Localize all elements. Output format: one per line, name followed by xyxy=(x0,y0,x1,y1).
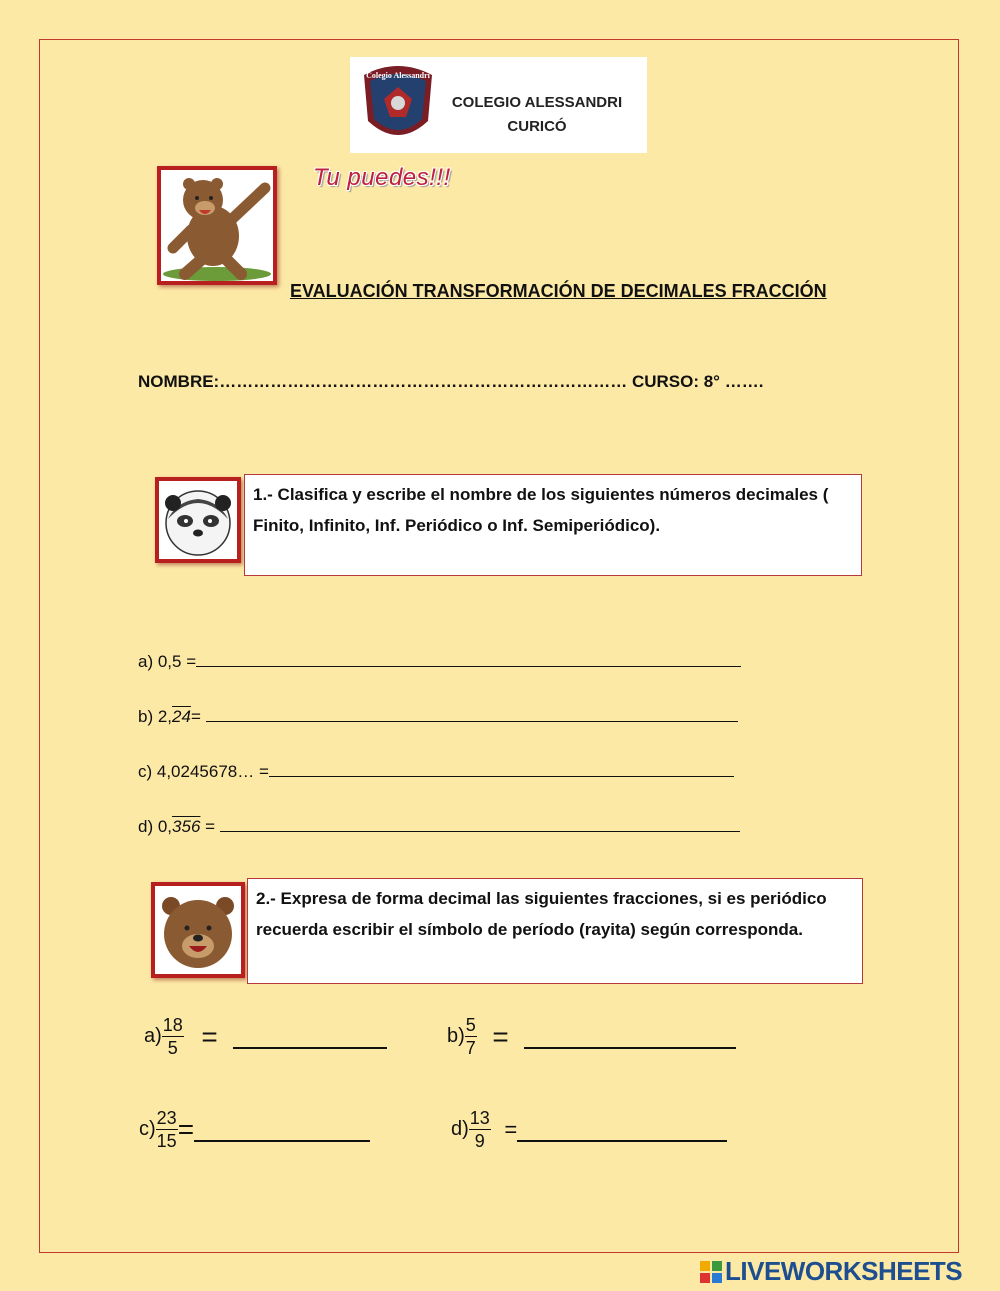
answer-line[interactable] xyxy=(517,1118,727,1142)
answer-line[interactable] xyxy=(194,1118,370,1142)
equals-sign: = xyxy=(504,1116,518,1142)
q1-item-a-label: a) 0,5 = xyxy=(138,652,197,671)
fraction xyxy=(465,1014,477,1059)
school-crest-icon xyxy=(358,61,438,149)
q2-item-d-label: d) xyxy=(451,1118,469,1140)
answer-line[interactable] xyxy=(196,652,741,667)
q1-item-c xyxy=(138,762,734,782)
q2-item-d xyxy=(451,1107,727,1152)
numerator: 23 xyxy=(156,1108,177,1128)
fraction xyxy=(469,1107,491,1152)
school-name xyxy=(442,91,632,139)
question-1-instructions: 1.- Clasifica y escribe el nombre de los siguientes números decimales ( Finito, Infinito, Inf. Periódico o Inf. Semiperiódico). xyxy=(253,485,829,535)
q2-item-c-label: c) xyxy=(139,1118,156,1140)
denominator: 7 xyxy=(465,1038,476,1058)
q1-item-d-label: d) 0, xyxy=(138,817,173,836)
q1-item-a xyxy=(138,652,741,672)
bear-badge xyxy=(157,166,277,285)
school-city-text: CURICÓ xyxy=(507,118,567,135)
answer-line[interactable] xyxy=(269,762,734,777)
q1-item-b-label: b) 2, xyxy=(138,707,173,726)
page-title: EVALUACIÓN TRANSFORMACIÓN DE DECIMALES FRACCIÓN xyxy=(290,281,827,301)
student-info-line: NOMBRE:……………………………………………………………… CURSO: 8° ……. xyxy=(138,372,764,391)
period-digits: 24 xyxy=(172,707,191,726)
question-1-box xyxy=(244,474,862,576)
q2-item-a-label: a) xyxy=(144,1025,162,1047)
denominator: 5 xyxy=(167,1038,178,1058)
q1-item-c-label: c) 4,0245678… = xyxy=(138,762,269,781)
answer-line[interactable] xyxy=(524,1025,736,1049)
liveworksheets-watermark xyxy=(700,1256,962,1287)
equals-sign: = xyxy=(201,1020,218,1052)
period-digits: 356 xyxy=(172,817,201,836)
denominator: 9 xyxy=(474,1131,485,1151)
q1-item-b xyxy=(138,707,738,727)
panda-icon xyxy=(159,481,237,559)
fraction xyxy=(156,1107,178,1152)
q2-item-a xyxy=(144,1014,387,1059)
brown-bear-badge xyxy=(151,882,245,978)
question-2-instructions: 2.- Expresa de forma decimal las siguientes fracciones, si es periódico recuerda escribir el símbolo de período (rayita) según corresponda. xyxy=(256,889,827,939)
school-logo xyxy=(350,57,647,153)
liveworksheets-logo-icon xyxy=(700,1259,722,1281)
school-name-text: COLEGIO ALESSANDRI xyxy=(451,94,623,111)
q2-item-b-label: b) xyxy=(447,1025,465,1047)
fraction xyxy=(162,1014,184,1059)
equals-sign: = xyxy=(177,1113,195,1145)
slogan: Tu puedes!!! xyxy=(313,164,451,191)
q2-item-b xyxy=(447,1014,736,1059)
equals-sign: = xyxy=(492,1020,509,1052)
question-2-box xyxy=(247,878,863,984)
numerator: 5 xyxy=(465,1015,476,1035)
panda-badge xyxy=(155,477,241,563)
answer-line[interactable] xyxy=(206,707,738,722)
q1-item-d xyxy=(138,817,740,837)
q1-item-b-suffix: = xyxy=(190,707,201,726)
watermark-text: LIVEWORKSHEETS xyxy=(725,1256,963,1286)
q2-item-c xyxy=(139,1107,370,1152)
denominator: 15 xyxy=(156,1131,177,1151)
crest-text: Colegio Alessandri xyxy=(366,71,430,80)
brown-bear-face-icon xyxy=(155,886,241,974)
answer-line[interactable] xyxy=(233,1025,387,1049)
answer-line[interactable] xyxy=(220,817,740,832)
numerator: 18 xyxy=(162,1015,183,1035)
q1-item-d-suffix: = xyxy=(200,817,216,836)
dancing-bear-icon xyxy=(161,170,273,281)
numerator: 13 xyxy=(469,1108,490,1128)
